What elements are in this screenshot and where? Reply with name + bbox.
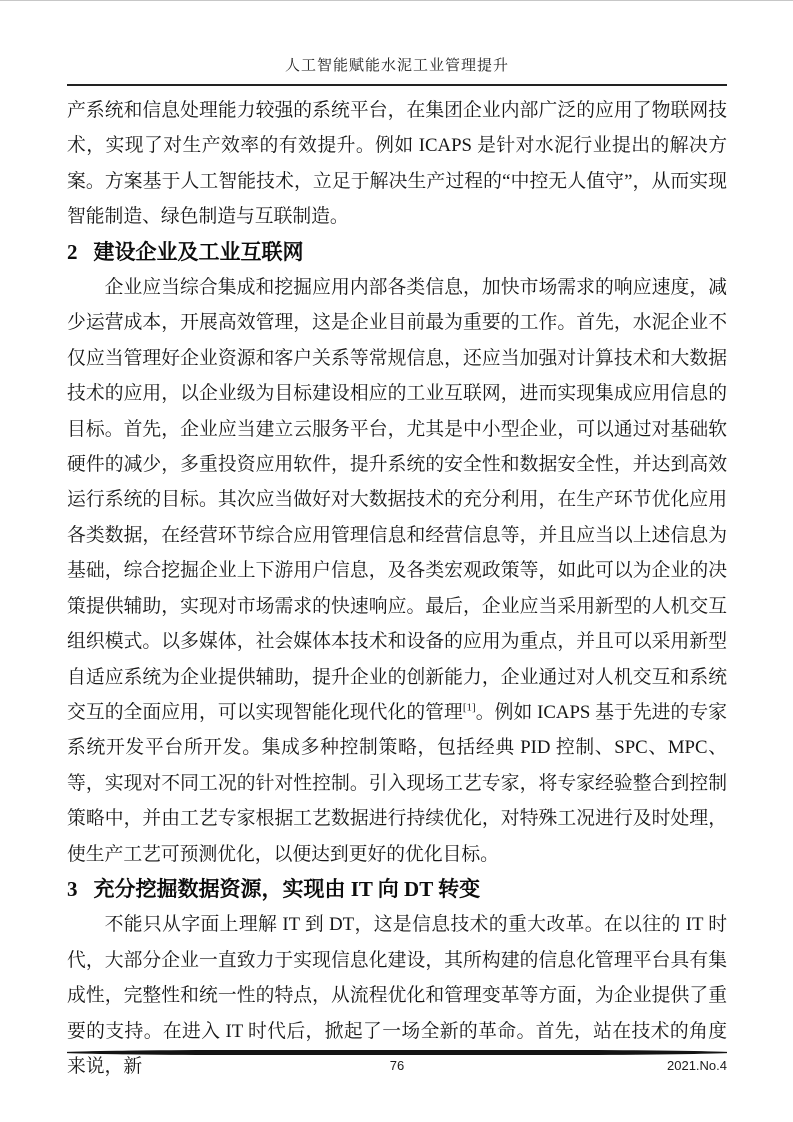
issue-label: 2021.No.4 [667, 1058, 727, 1073]
page-top-edge [0, 0, 793, 1]
paragraph-section-3: 不能只从字面上理解 IT 到 DT，这是信息技术的重大改革。在以往的 IT 时代，大部分企业一直致力于实现信息化建设，其所构建的信息化管理平台具有集成性，完整性和统一性的特点，从流程优化和管理变革等方面，为企业提供了重要的支持。在进入 IT 时代后，掀起了一场全新的革命。首先，站在技术的角度来说，新 [67, 914, 727, 1077]
section-2-title: 建设企业及工业互联网 [93, 239, 304, 264]
section-3-title: 充分挖掘数据资源，实现由 IT 向 DT 转变 [93, 876, 481, 901]
citation-ref-1: [1] [462, 701, 476, 714]
section-2-text-after-citation: 。例如 ICAPS 基于先进的专家系统开发平台所开发。集成多种控制策略，包括经典 PID 控制、SPC、MPC、等，实现对不同工况的针对性控制。引入现场工艺专家，将专家经验整合到控制策略中，并由工艺专家根据工艺数据进行持续优化，对特殊工况进行及时处理，使生产工艺可预测优化，以便达到更好的优化目标。 [67, 701, 728, 865]
footer-rule [67, 1050, 727, 1055]
paragraph-intro: 产系统和信息处理能力较强的系统平台，在集团企业内部广泛的应用了物联网技术，实现了对生产效率的有效提升。例如 ICAPS 是针对水泥行业提出的解决方案。方案基于人工智能技术，立足于解决生产过程的“中控无人值守”，从而实现智能制造、绿色制造与互联制造。 [67, 100, 727, 228]
section-3-number: 3 [67, 876, 78, 901]
section-3-heading [67, 872, 727, 907]
section-2-text-before-citation: 企业应当综合集成和挖掘应用内部各类信息，加快市场需求的响应速度，减少运营成本，开展高效管理，这是企业目前最为重要的工作。首先，水泥企业不仅应当管理好企业资源和客户关系等常规信息，还应当加强对计算技术和大数据技术的应用，以企业级为目标建设相应的工业互联网，进而实现集成应用信息的目标。首先，企业应当建立云服务平台，尤其是中小型企业，可以通过对基础软硬件的减少，多重投资应用软件，提升系统的安全性和数据安全性，并达到高效运行系统的目标。其次应当做好对大数据技术的充分利用，在生产环节优化应用各类数据，在经营环节综合应用管理信息和经营信息等，并且应当以上述信息为基础，综合挖掘企业上下游用户信息，及各类宏观政策等，如此可以为企业的决策提供辅助，实现对市场需求的快速响应。最后，企业应当采用新型的人机交互组织模式。以多媒体，社会媒体本技术和设备的应用为重点，并且可以采用新型自适应系统为企业提供辅助，提升企业的创新能力，企业通过对人机交互和系统交互的全面应用，可以实现智能化现代化的管理 [67, 277, 727, 723]
header-rule [67, 84, 727, 86]
document-body [67, 93, 727, 1084]
running-header-title: 人工智能赋能水泥工业管理提升 [284, 58, 509, 74]
section-2-heading [67, 235, 727, 270]
section-2-number: 2 [67, 239, 78, 264]
page-number: 76 [389, 1058, 405, 1073]
paragraph-section-2 [67, 270, 727, 872]
